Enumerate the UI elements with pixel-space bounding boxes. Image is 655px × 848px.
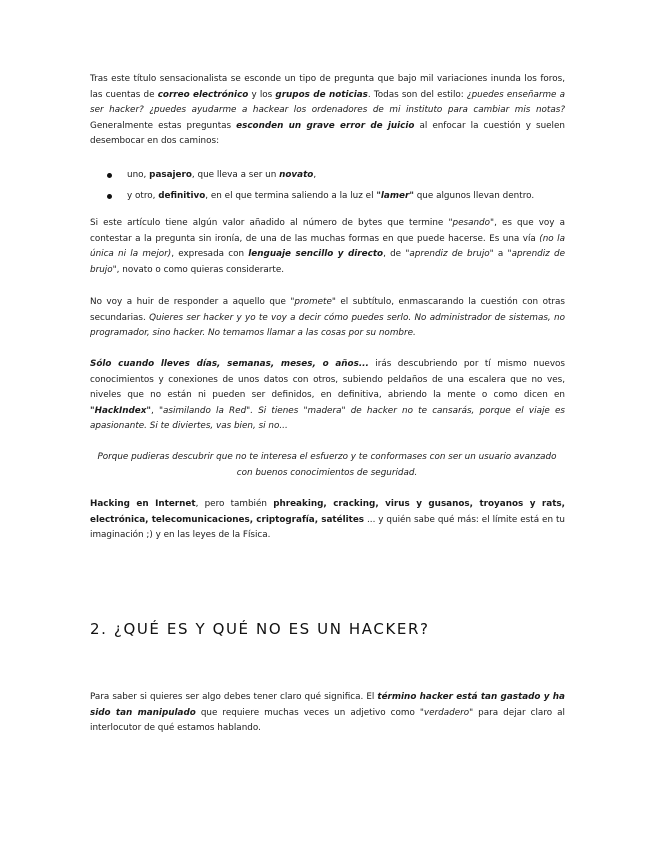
text-run: ... y quién sabe qué más: el límite está en tu imaginación ;) y en las leyes de la Física. bbox=[90, 514, 565, 541]
text-run: , pero también bbox=[195, 499, 274, 509]
text-run: para dejar claro al interlocutor de qué estamos hablando. bbox=[90, 707, 565, 734]
emphasis-time: Sólo cuando lleves días, semanas, meses, o años... bbox=[90, 359, 369, 369]
value-paragraph bbox=[90, 216, 565, 278]
italic-questions: ¿puedes enseñarme a ser hacker? ¿puedes ayudarme a hackear los ordenadores de mi instituto para cambiar mis notas? bbox=[90, 89, 565, 116]
journey-paragraph bbox=[90, 357, 565, 435]
text-run: y otro, bbox=[127, 191, 159, 201]
bold-term: pasajero bbox=[149, 170, 192, 180]
emphasis-language: lenguaje sencillo y directo bbox=[248, 249, 384, 260]
emphasis-email: correo electrónico bbox=[157, 89, 249, 100]
italic-text: "pesando" bbox=[448, 218, 495, 228]
italic-text: "verdadero" bbox=[419, 707, 474, 718]
text-run: que algunos llevan dentro. bbox=[413, 191, 535, 201]
italic-text: "aprendiz de brujo" bbox=[90, 249, 566, 275]
emphasis-term: término hacker está tan gastado y ha sido tan manipulado bbox=[90, 692, 565, 718]
list-item bbox=[90, 168, 565, 189]
emphasis-newsgroups: grupos de noticias bbox=[275, 89, 368, 100]
centered-quote: Porque pudieras descubrir que no te interesa el esfuerzo y te conformases con ser un usuario avanzado con buenos conocimientos de seguridad. bbox=[97, 452, 557, 478]
text-run: , bbox=[313, 170, 317, 180]
bold-term: Hacking en Internet bbox=[90, 499, 196, 509]
text-run: Para saber si quieres ser algo debes tener claro qué significa. El bbox=[90, 692, 378, 702]
text-run: , en el que termina saliendo a la luz el bbox=[205, 191, 377, 201]
text-run: , novato o como quieras considerarte. bbox=[116, 264, 285, 275]
bold-topics: phreaking, cracking, virus y gusanos, troyanos y rats, electrónica, telecomunicaciones, criptografía, satélites bbox=[90, 499, 565, 525]
promise-paragraph bbox=[90, 295, 565, 342]
intro-paragraph bbox=[90, 72, 565, 150]
text-run: , es que voy a contestar a la pregunta sin ironía, de una de las muchas formas en que puede hacerse. Es una vía bbox=[90, 218, 566, 244]
text-run: el subtítulo, enmascarando la cuestión con otras secundarias. bbox=[90, 297, 565, 323]
text-run: que requiere muchas veces un adjetivo como bbox=[195, 707, 420, 718]
topics-paragraph bbox=[90, 497, 565, 544]
definition-paragraph bbox=[90, 690, 565, 737]
bold-italic-term: novato bbox=[279, 170, 314, 180]
text-run: , bbox=[151, 405, 159, 416]
italic-text: Quieres ser hacker y yo te voy a decir cómo puedes serlo. No administrador de sistemas, no programador, sino hacker. No temamos llamar a las cosas por su nombre. bbox=[90, 312, 565, 339]
emphasis-error: esconden un grave error de juicio bbox=[236, 120, 415, 131]
text-run: irás descubriendo por tí mismo nuevos conocimientos y conexiones de unos datos con otros, subiendo peldaños de una escalera que no ves, niveles que no están ni pueden ser definidos, en definitiva, abriendo la mente o como dicen en bbox=[90, 359, 565, 401]
text-run: , de bbox=[383, 249, 406, 260]
text-run: uno, bbox=[127, 170, 150, 180]
text-run: Tras este título sensacionalista se esconde un tipo de pregunta que bajo mil variaciones inunda los foros, las cuentas de bbox=[90, 74, 565, 100]
emphasis-hackindex: "HackIndex" bbox=[90, 405, 152, 416]
bullet-icon bbox=[107, 173, 112, 178]
bold-term: definitivo bbox=[158, 191, 206, 201]
italic-text: (no la única ni la mejor) bbox=[90, 233, 565, 260]
text-run: , expresada con bbox=[171, 249, 249, 260]
text-run: a bbox=[493, 249, 508, 260]
paths-bullet-list bbox=[90, 168, 565, 210]
text-run: , que lleva a ser un bbox=[191, 170, 280, 180]
text-run: Si este artículo tiene algún valor añadido al número de bytes que termine bbox=[90, 218, 449, 228]
bold-italic-term: "lamer" bbox=[376, 191, 414, 201]
text-run: . Todas son del estilo: bbox=[367, 89, 467, 100]
text-run: al enfocar la cuestión y suelen desembocar en dos caminos: bbox=[90, 120, 565, 147]
section-heading: 2. ¿QUÉ ES Y QUÉ NO ES UN HACKER? bbox=[90, 620, 430, 638]
italic-text: "asimilando la Red". Si tienes "madera" de hacker no te cansarás, porque el viaje es apasionante. Si te diviertes, vas bien, si no... bbox=[90, 405, 565, 432]
italic-text: "promete" bbox=[290, 297, 336, 307]
text-run: y los bbox=[248, 89, 276, 100]
text-run: No voy a huir de responder a aquello que bbox=[90, 297, 291, 307]
text-run: Generalmente estas preguntas bbox=[90, 120, 237, 131]
italic-text: "aprendiz de brujo" bbox=[405, 249, 494, 260]
list-item bbox=[90, 189, 565, 210]
bullet-icon bbox=[107, 194, 112, 199]
